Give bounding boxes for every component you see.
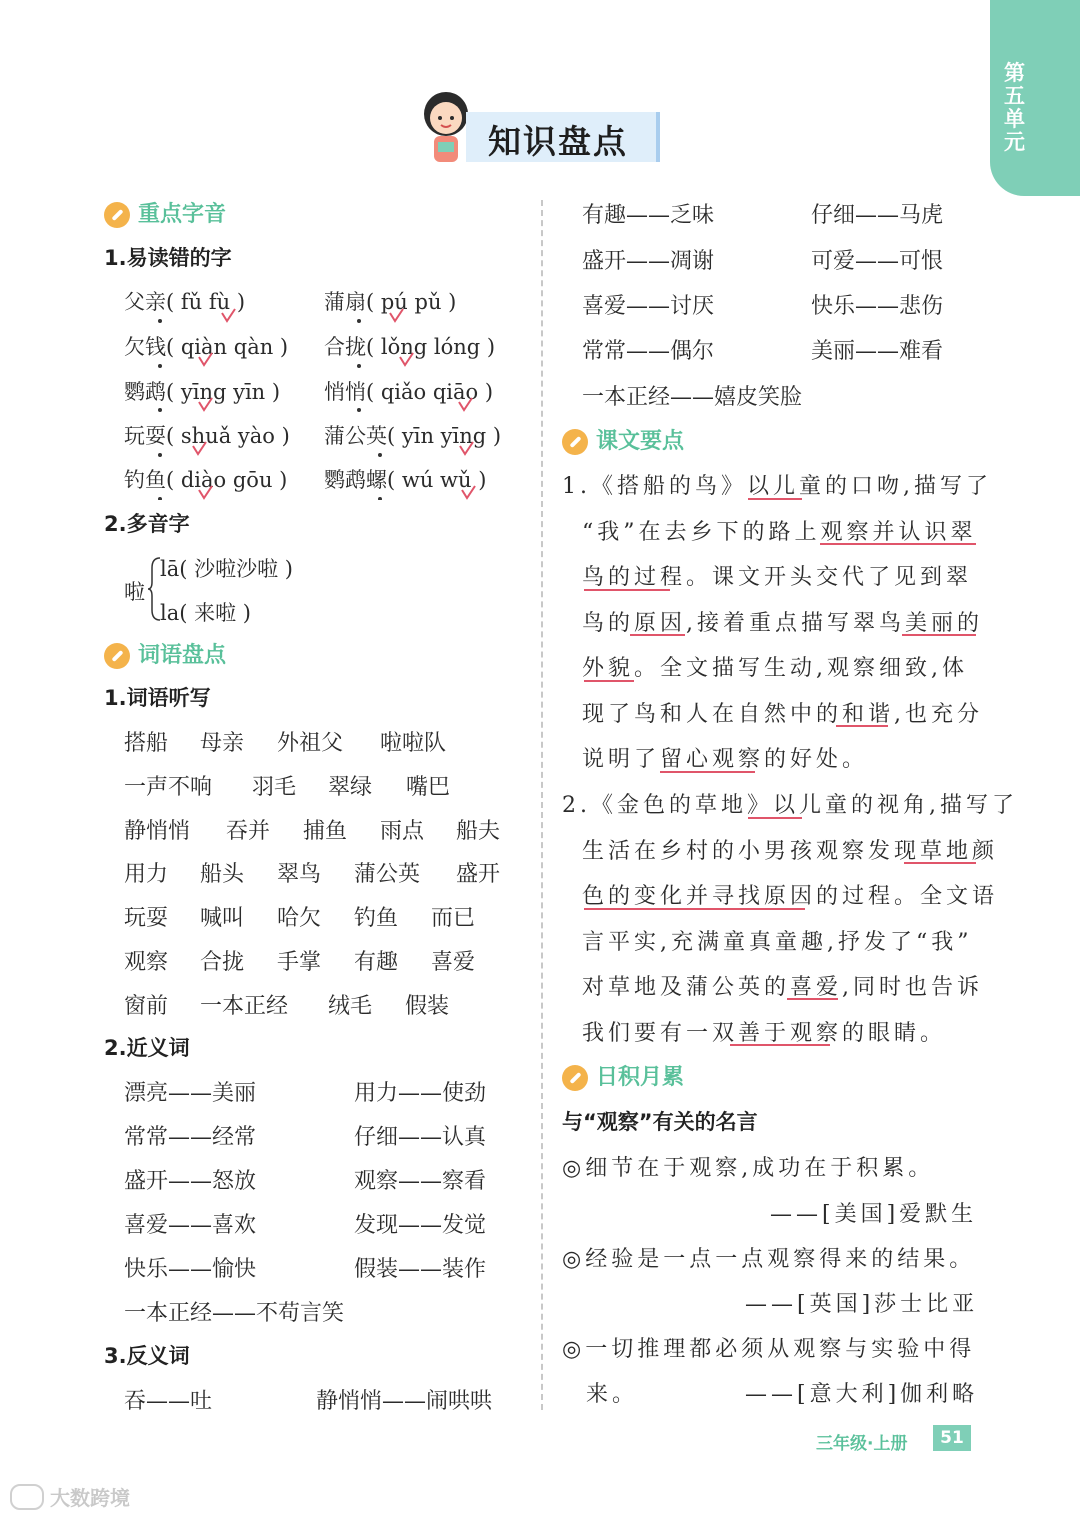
- quote-text: ◎细节在于观察,成功在于积累。: [562, 1156, 935, 1181]
- word-text: 观察: [124, 950, 169, 975]
- word-text: 喜爱: [431, 950, 476, 975]
- check-icon: [459, 398, 472, 410]
- quote-text: 来。: [586, 1382, 639, 1407]
- check-icon: [199, 398, 212, 410]
- antonym-pair: 可爱——可恨: [811, 249, 944, 274]
- pinyin-item: 蒲公英( yīn yīng ): [324, 424, 502, 448]
- word: [124, 945, 168, 976]
- quote-author: ——[英国]莎士比亚: [745, 1292, 979, 1317]
- synonym-pair: 一本正经——不苟言笑: [124, 1301, 345, 1326]
- word-text: 一声不响: [124, 775, 213, 800]
- check-icon: [199, 486, 212, 498]
- check-marks: [0, 0, 540, 500]
- pinyin-item: 父亲( fǔ fù ): [124, 290, 246, 314]
- word: [354, 901, 398, 932]
- kewen-line: 外貌。全文描写生动,观察细致,体: [582, 656, 968, 681]
- word: [431, 945, 475, 976]
- word: [200, 857, 244, 888]
- pinyin-item: 悄悄( qiǎo qiāo ): [324, 380, 494, 404]
- synonym-pair: 常常——经常: [124, 1125, 257, 1150]
- word: [406, 770, 450, 801]
- word: [277, 857, 321, 888]
- word: [200, 726, 244, 757]
- word-text: 翠绿: [328, 775, 373, 800]
- pinyin-item: 玩耍( shuǎ yào ): [124, 424, 290, 448]
- watermark-logo-icon: [10, 1484, 44, 1510]
- word: [277, 901, 321, 932]
- word: [200, 901, 244, 932]
- kewen-line: “我”在去乡下的路上观察并认识翠: [582, 520, 977, 545]
- word: [354, 857, 420, 888]
- word: [252, 770, 296, 801]
- word: [405, 989, 449, 1020]
- duoyin-char: 啦: [124, 580, 145, 604]
- unit-tab-label: 第五单元: [1004, 61, 1025, 154]
- word-text: 羽毛: [252, 775, 297, 800]
- word: [431, 901, 475, 932]
- word: [124, 857, 168, 888]
- word: [124, 989, 168, 1020]
- word-text: 捕鱼: [303, 819, 348, 844]
- synonym-pair: 假装——装作: [354, 1257, 487, 1282]
- word-text: 盛开: [456, 862, 501, 887]
- synonym-pair: 漂亮——美丽: [124, 1081, 257, 1106]
- antonym-pair: 吞——吐: [124, 1389, 213, 1414]
- duoyin-reading: lā( 沙啦沙啦 ): [160, 557, 293, 581]
- word: [328, 770, 372, 801]
- check-icon: [222, 309, 235, 321]
- synonym-pair: 快乐——愉快: [124, 1257, 257, 1282]
- antonym-pair: 静悄悄——闹哄哄: [316, 1389, 493, 1414]
- kewen-line: 我们要有一双善于观察的眼睛。: [582, 1021, 947, 1046]
- word-text: 喊叫: [200, 906, 245, 931]
- pencil-icon: [562, 1065, 588, 1091]
- word: [277, 726, 343, 757]
- kewen-line: 说明了留心观察的好处。: [582, 747, 869, 772]
- word: [124, 901, 168, 932]
- word-text: 啦啦队: [380, 731, 447, 756]
- synonym-pair: 仔细——认真: [354, 1125, 487, 1150]
- subheading-jinyi: 2.近义词: [104, 1036, 190, 1060]
- antonym-pair: 快乐——悲伤: [811, 294, 944, 319]
- page-title: 知识盘点: [488, 122, 628, 161]
- word: [124, 814, 190, 845]
- pinyin-item: 蒲扇( pú pǔ ): [324, 290, 457, 314]
- subheading-duoyin: 2.多音字: [104, 512, 190, 536]
- check-icon: [199, 353, 212, 365]
- pinyin-item: 欠钱( qiàn qàn ): [124, 335, 289, 359]
- check-icon: [462, 486, 475, 498]
- antonym-pair: 有趣——乏味: [582, 203, 715, 228]
- word: [277, 945, 321, 976]
- word-text: 船头: [200, 862, 245, 887]
- subheading-fanyi: 3.反义词: [104, 1344, 190, 1368]
- word-text: 手掌: [277, 950, 322, 975]
- section-zhongdian: 重点字音: [104, 197, 226, 228]
- pencil-icon: [562, 429, 588, 455]
- riji-title: 与“观察”有关的名言: [562, 1110, 758, 1134]
- pinyin-item: 合拢( lǒng lóng ): [324, 335, 496, 359]
- watermark-text: 大数跨境: [50, 1486, 130, 1510]
- word: [226, 814, 270, 845]
- quote-text: ◎一切推理都必须从观察与实验中得: [562, 1337, 976, 1362]
- check-icon: [390, 309, 403, 321]
- antonym-pair: 仔细——马虎: [811, 203, 944, 228]
- word-text: 绒毛: [328, 994, 373, 1019]
- duoyin-reading: la( 来啦 ): [160, 601, 251, 625]
- antonym-pair: 一本正经——嬉皮笑脸: [582, 385, 803, 410]
- word: [380, 814, 424, 845]
- word-text: 静悄悄: [124, 819, 191, 844]
- kewen-line: 1.《搭船的鸟》以儿童的口吻,描写了: [562, 474, 992, 499]
- word: [124, 770, 212, 801]
- word-text: 窗前: [124, 994, 169, 1019]
- section-ciyu: 词语盘点: [104, 638, 226, 669]
- check-icon: [400, 353, 413, 365]
- pinyin-item: 鹦鹉螺( wú wǔ ): [324, 468, 487, 492]
- word: [200, 989, 288, 1020]
- check-icon: [193, 442, 206, 454]
- synonym-pair: 盛开——怒放: [124, 1169, 257, 1194]
- pinyin-item: 鹦鹉( yīng yīn ): [124, 380, 281, 404]
- kewen-line: 对草地及蒲公英的喜爱,同时也告诉: [582, 975, 983, 1000]
- word-text: 玩耍: [124, 906, 169, 931]
- antonym-pair: 美丽——难看: [811, 339, 944, 364]
- key-phrase-underlines: [540, 490, 990, 1050]
- word-text: 搭船: [124, 731, 169, 756]
- pencil-icon: [104, 643, 130, 669]
- kewen-line: 生活在乡村的小男孩观察发现草地颜: [582, 839, 999, 864]
- synonym-pair: 用力——使劲: [354, 1081, 487, 1106]
- subheading-yidu: 1.易读错的字: [104, 246, 232, 270]
- grade-label: 三年级·上册: [816, 1434, 908, 1454]
- word-text: 用力: [124, 862, 169, 887]
- word: [124, 726, 168, 757]
- quote-author: ——[美国]爱默生: [770, 1202, 978, 1227]
- word-text: 蒲公英: [354, 862, 421, 887]
- antonym-pair: 喜爱——讨厌: [582, 294, 715, 319]
- antonym-pair: 盛开——凋谢: [582, 249, 715, 274]
- word: [380, 726, 446, 757]
- word: [200, 945, 244, 976]
- word: [303, 814, 347, 845]
- word-text: 合拢: [200, 950, 245, 975]
- word-text: 雨点: [380, 819, 425, 844]
- word-text: 哈欠: [277, 906, 322, 931]
- page-number: 51: [933, 1425, 971, 1451]
- word: [328, 989, 372, 1020]
- quote-text: ◎经验是一点一点观察得来的结果。: [562, 1247, 976, 1272]
- synonym-pair: 观察——察看: [354, 1169, 487, 1194]
- word-text: 一本正经: [200, 994, 289, 1019]
- section-kewen: 课文要点: [562, 424, 684, 455]
- kewen-line: 鸟的过程。课文开头交代了见到翠: [582, 565, 973, 590]
- synonym-pair: 发现——发觉: [354, 1213, 487, 1238]
- unit-tab: [990, 0, 1080, 196]
- subheading-tingxie: 1.词语听写: [104, 686, 211, 710]
- quote-author: ——[意大利]伽利略: [745, 1382, 979, 1407]
- word: [456, 857, 500, 888]
- kewen-line: 鸟的原因,接着重点描写翠鸟美丽的: [582, 611, 983, 636]
- kewen-line: 言平实,充满童真童趣,抒发了“我”: [582, 930, 973, 955]
- word-text: 母亲: [200, 731, 245, 756]
- word-text: 翠鸟: [277, 862, 322, 887]
- pinyin-item: 钓鱼( diào gōu ): [124, 468, 288, 492]
- word-text: 假装: [405, 994, 450, 1019]
- kewen-line: 2.《金色的草地》以儿童的视角,描写了: [562, 793, 1018, 818]
- word: [456, 814, 500, 845]
- word-text: 外祖父: [277, 731, 344, 756]
- word-text: 嘴巴: [406, 775, 451, 800]
- antonym-pair: 常常——偶尔: [582, 339, 715, 364]
- word-text: 而已: [431, 906, 476, 931]
- section-riji: 日积月累: [562, 1060, 684, 1091]
- word-text: 船夫: [456, 819, 501, 844]
- word-text: 钓鱼: [354, 906, 399, 931]
- word-text: 有趣: [354, 950, 399, 975]
- word-text: 吞并: [226, 819, 271, 844]
- check-icon: [460, 442, 473, 454]
- kewen-line: 现了鸟和人在自然中的和谐,也充分: [582, 702, 983, 727]
- synonym-pair: 喜爱——喜欢: [124, 1213, 257, 1238]
- kewen-line: 色的变化并寻找原因的过程。全文语: [582, 884, 999, 909]
- word: [354, 945, 398, 976]
